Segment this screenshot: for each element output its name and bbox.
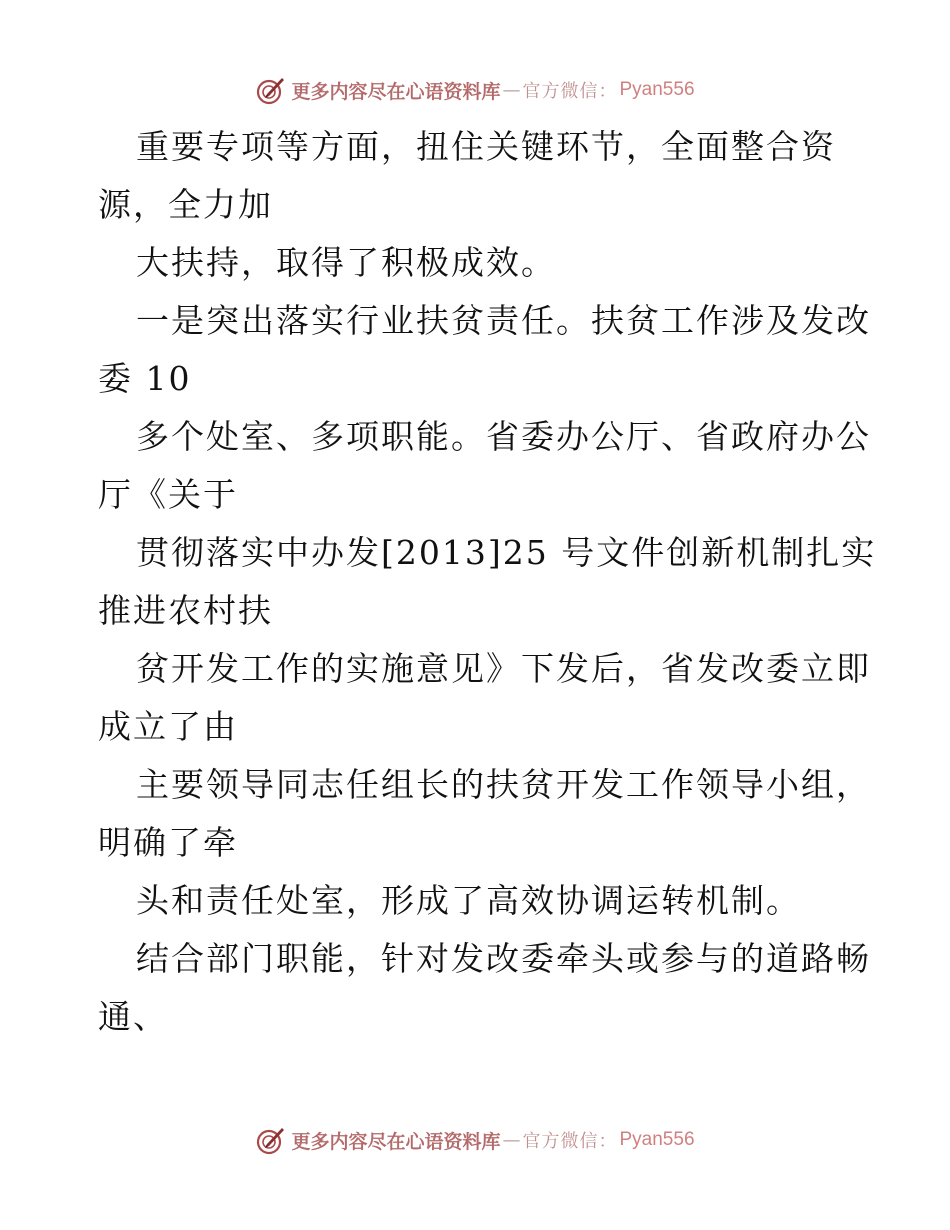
text-line: 主要领导同志任组长的扶贫开发工作领导小组， [136,765,871,804]
watermark-brand [255,1124,694,1156]
text-line: 贫开发工作的实施意见》下发后，省发改委立即 [136,649,871,688]
page-footer-watermark [0,1120,950,1160]
watermark-wechat-label: 官方微信： [522,81,618,102]
document-body [98,118,877,1046]
watermark-wechat-id: Pyan556 [619,1129,695,1150]
text-line: 一是突出落实行业扶贫责任。扶贫工作涉及发改 [136,301,871,340]
page-header-watermark [0,70,950,110]
text-line: 大扶持，取得了积极成效。 [136,243,556,282]
watermark-wechat-label: 官方微信： [522,1131,618,1152]
watermark-brand [255,74,694,106]
text-line: 多个处室、多项职能。省委办公厅、省政府办公 [136,417,871,456]
text-line: 厅《关于 [98,475,238,514]
watermark-dash: — [502,1129,521,1151]
watermark-dash: — [502,79,521,101]
text-line: 委 10 [98,359,192,398]
watermark-brand-text: 更多内容尽在心语资料库 [291,1130,501,1153]
text-line: 成立了由 [98,707,238,746]
pen-logo-icon [255,74,287,106]
text-line: 通、 [98,997,168,1036]
text-line: 头和责任处室，形成了高效协调运转机制。 [136,881,801,920]
watermark-wechat-id: Pyan556 [619,79,695,100]
watermark-brand-text: 更多内容尽在心语资料库 [291,80,501,103]
pen-logo-icon [255,1124,287,1156]
text-line: 重要专项等方面，扭住关键环节，全面整合资 [136,127,836,166]
text-line: 明确了牵 [98,823,238,862]
text-line: 源，全力加 [98,185,273,224]
text-line: 推进农村扶 [98,591,273,630]
text-line: 贯彻落实中办发[2013]25 号文件创新机制扎实 [136,533,877,572]
text-line: 结合部门职能，针对发改委牵头或参与的道路畅 [136,939,871,978]
